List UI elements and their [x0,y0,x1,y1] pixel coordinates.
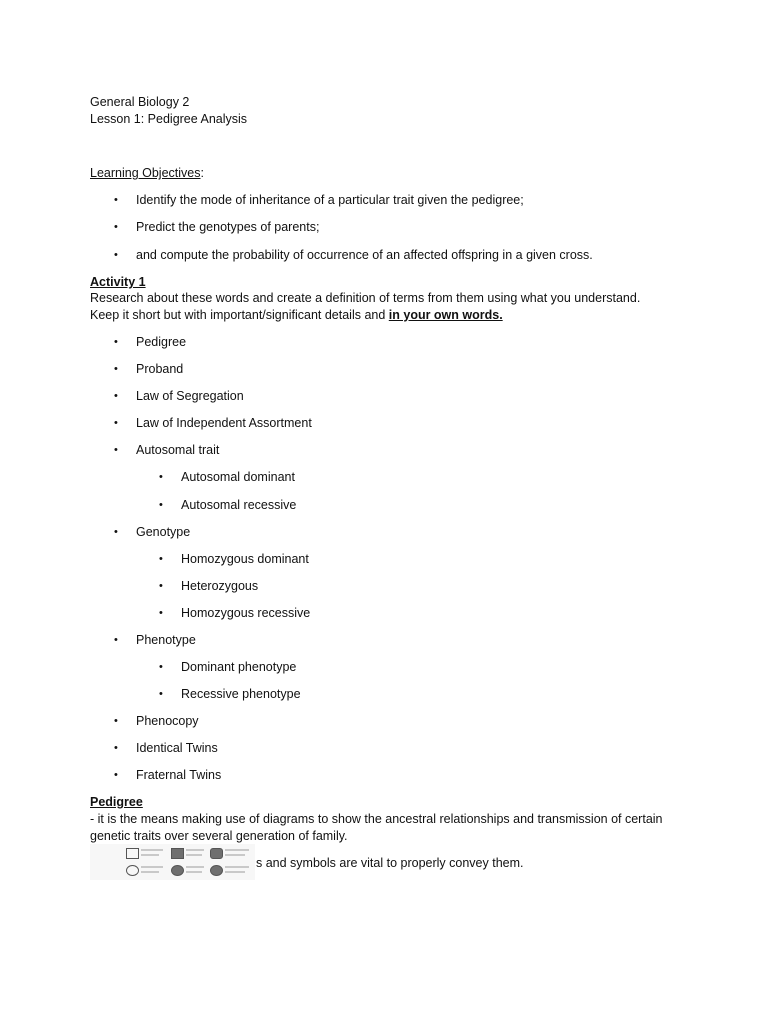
legend-caption-line [141,849,163,851]
bullet-dot: • [114,194,118,206]
term-text: Fraternal Twins [136,768,222,782]
affected-female-circle-icon [171,865,184,876]
subterm-text: Dominant phenotype [181,660,297,674]
legend-caption-line [186,849,204,851]
bullet-dot: • [159,607,163,619]
activity-heading: Activity 1 [90,275,146,289]
objectives-heading [90,165,204,182]
legend-caption-line [186,854,202,856]
term-text: Phenocopy [136,714,199,728]
objectives-colon: : [200,166,204,180]
legend-caption-line [225,849,249,851]
subterm-text: Autosomal dominant [181,470,295,484]
objective-text: Predict the genotypes of parents; [136,220,320,234]
subterm-text: Homozygous dominant [181,552,309,566]
term-text: Pedigree [136,335,187,349]
bullet-dot: • [114,390,118,402]
legend-caption-line [186,866,204,868]
affected-male-square-icon [171,848,184,859]
term-text: Identical Twins [136,741,218,755]
legend-caption-line [225,871,245,873]
pedigree-definition-2: genetic traits over several generation of family. [90,829,348,843]
activity-instruction-text: Keep it short but with important/significant details and [90,308,389,322]
bullet-dot: • [159,688,163,700]
activity-instruction-1: Research about these words and create a definition of terms from them using what you understand. [90,291,641,305]
bullet-dot: • [114,336,118,348]
activity-emphasis: in your own words. [388,308,503,322]
bullet-dot: • [114,769,118,781]
course-title: General Biology 2 [90,95,190,109]
term-text: Phenotype [136,633,196,647]
bullet-dot: • [114,742,118,754]
pedigree-heading: Pedigree [90,795,143,809]
affected-female-deceased-icon [210,865,223,876]
bullet-dot: • [159,499,163,511]
term-text: Law of Independent Assortment [136,416,312,430]
bullet-dot: • [114,526,118,538]
bullet-dot: • [159,661,163,673]
term-text: Genotype [136,525,191,539]
legend-caption-line [225,866,249,868]
bullet-dot: • [114,417,118,429]
term-text: Autosomal trait [136,443,220,457]
subterm-text: Autosomal recessive [181,498,297,512]
bullet-dot: • [159,553,163,565]
bullet-dot: • [114,221,118,233]
activity-instruction-2 [90,307,503,324]
subterm-text: Recessive phenotype [181,687,301,701]
bullet-dot: • [159,580,163,592]
unaffected-female-circle-icon [126,865,139,876]
subterm-text: Homozygous recessive [181,606,311,620]
lesson-title: Lesson 1: Pedigree Analysis [90,112,248,126]
pedigree-definition-1: - it is the means making use of diagrams to show the ancestral relationships and transmission of certain [90,812,663,826]
bullet-dot: • [114,634,118,646]
legend-caption-line [141,866,163,868]
bullet-dot: • [114,444,118,456]
term-text: Proband [136,362,184,376]
bullet-dot: • [114,249,118,261]
pedigree-symbol-legend-image [90,844,255,880]
term-text: Law of Segregation [136,389,244,403]
legend-caption-line [141,871,159,873]
affected-male-deceased-icon [210,848,223,859]
bullet-dot: • [114,715,118,727]
objective-text: Identify the mode of inheritance of a particular trait given the pedigree; [136,193,524,207]
objective-text: and compute the probability of occurrence of an affected offspring in a given cross. [136,248,593,262]
bullet-dot: • [114,363,118,375]
legend-caption-line [141,854,159,856]
subterm-text: Heterozygous [181,579,259,593]
objectives-heading-text: Learning Objectives [90,166,201,180]
pedigree-definition-3: s and symbols are vital to properly convey them. [256,856,524,870]
legend-caption-line [186,871,202,873]
bullet-dot: • [159,471,163,483]
legend-caption-line [225,854,245,856]
unaffected-male-square-icon [126,848,139,859]
